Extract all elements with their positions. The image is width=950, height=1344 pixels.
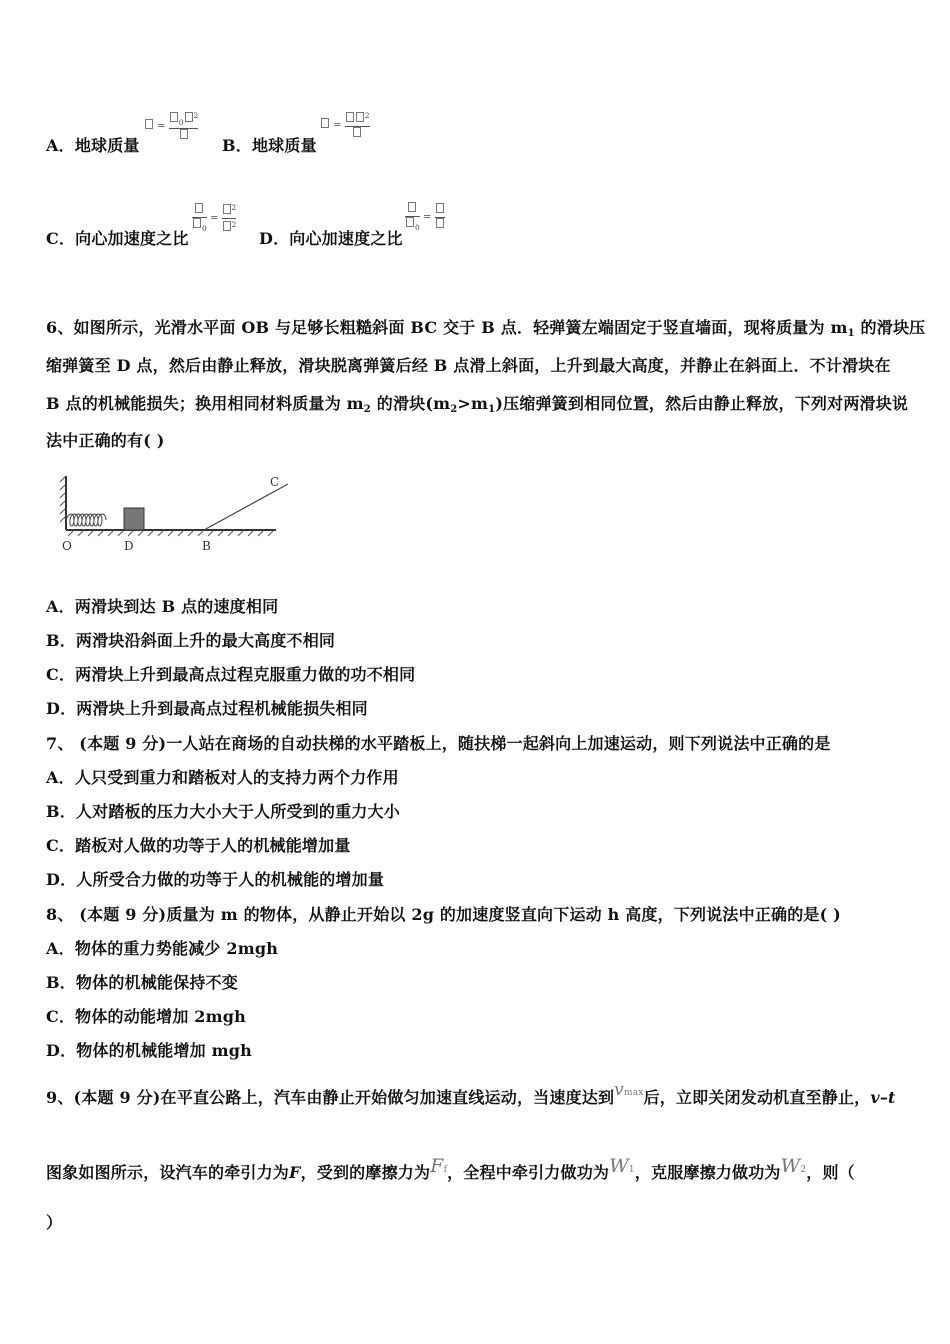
- q6-option-d: D．两滑块上升到最高点过程机械能损失相同: [46, 699, 368, 718]
- q7-option-a: A．人只受到重力和踏板对人的支持力两个力作用: [46, 768, 399, 787]
- q6-line-3: B 点的机械能损失；换用相同材料质量为 $m_2$ 的滑块$(m_2>m_1)$压缩弹簧到相同位置，然后由静止释放，下列对两滑块说: [46, 394, 909, 415]
- q6-option-a: A．两滑块到达 B 点的速度相同: [46, 597, 279, 616]
- q5-formula-a: = $_0^2$: [144, 110, 198, 143]
- q5-option-b: B．地球质量: [222, 136, 317, 155]
- q5-formula-b: = $^2$: [320, 110, 370, 141]
- label-b: B: [202, 539, 211, 553]
- incline-bc: [204, 484, 288, 530]
- slider-block: [124, 508, 144, 530]
- q6-option-c: C．两滑块上升到最高点过程克服重力做的功不相同: [46, 665, 416, 684]
- label-d: D: [124, 539, 134, 553]
- q6-line-2: 缩弹簧至 D 点，然后由静止释放，滑块脱离弹簧后经 B 点滑上斜面，上升到最大高度，并静止在斜面上．不计滑块在: [46, 356, 891, 375]
- q7-stem: 7、 (本题 9 分)一人站在商场的自动扶梯的水平踏板上，随扶梯一起斜向上加速运动，则下列说法中正确的是: [46, 734, 831, 753]
- q7-option-b: B．人对踏板的压力大小大于人所受到的重力大小: [46, 802, 400, 821]
- spring: [66, 514, 106, 526]
- label-c: C: [270, 475, 280, 489]
- spring-slope-figure: [56, 468, 296, 558]
- q5-option-c: C．向心加速度之比: [46, 229, 189, 248]
- q5-formula-c: $_0$ = $\frac{^2}{^2}$: [192, 202, 236, 235]
- q8-option-b: B．物体的机械能保持不变: [46, 973, 238, 992]
- q9-line-2: 图象如图所示，设汽车的牵引力为F，受到的摩擦力为Ff，全程中牵引力做功为W1，克服摩擦力做功为W2，则（: [46, 1155, 855, 1182]
- w2-symbol: W2: [780, 1155, 807, 1177]
- q6-line-1: 6、如图所示，光滑水平面 OB 与足够长粗糙斜面 BC 交于 B 点．轻弹簧左端固定于竖直墙面，现将质量为 $m_1$ 的滑块压: [46, 318, 926, 339]
- q9-line-3: ）: [46, 1213, 63, 1232]
- ff-symbol: Ff: [430, 1155, 448, 1177]
- q5-formula-d: $_0$ =: [405, 202, 445, 233]
- q6-option-b: B．两滑块沿斜面上升的最大高度不相同: [46, 631, 336, 650]
- q8-option-c: C．物体的动能增加 2mgh: [46, 1007, 246, 1026]
- q7-option-d: D．人所受合力做的功等于人的机械能的增加量: [46, 870, 385, 889]
- q8-stem: 8、 (本题 9 分)质量为 m 的物体，从静止开始以 2g 的加速度竖直向下运动 h 高度，下列说法中正确的是( ): [46, 905, 841, 924]
- q9-line-1: 9、(本题 9 分)在平直公路上，汽车由静止开始做匀加速直线运动，当速度达到vmax后，立即关闭发动机直至静止，v–t: [46, 1080, 896, 1107]
- q5-option-d: D．向心加速度之比: [259, 229, 403, 248]
- q8-option-a: A．物体的重力势能减少 2mgh: [46, 939, 279, 958]
- q8-option-d: D．物体的机械能增加 mgh: [46, 1041, 252, 1060]
- q5-option-a: A．地球质量: [46, 136, 140, 155]
- label-o: O: [62, 539, 72, 553]
- q7-option-c: C．踏板对人做的功等于人的机械能增加量: [46, 836, 351, 855]
- q6-line-4: 法中正确的有( ): [46, 431, 165, 450]
- w1-symbol: W1: [609, 1155, 635, 1177]
- vmax-symbol: vmax: [614, 1080, 644, 1100]
